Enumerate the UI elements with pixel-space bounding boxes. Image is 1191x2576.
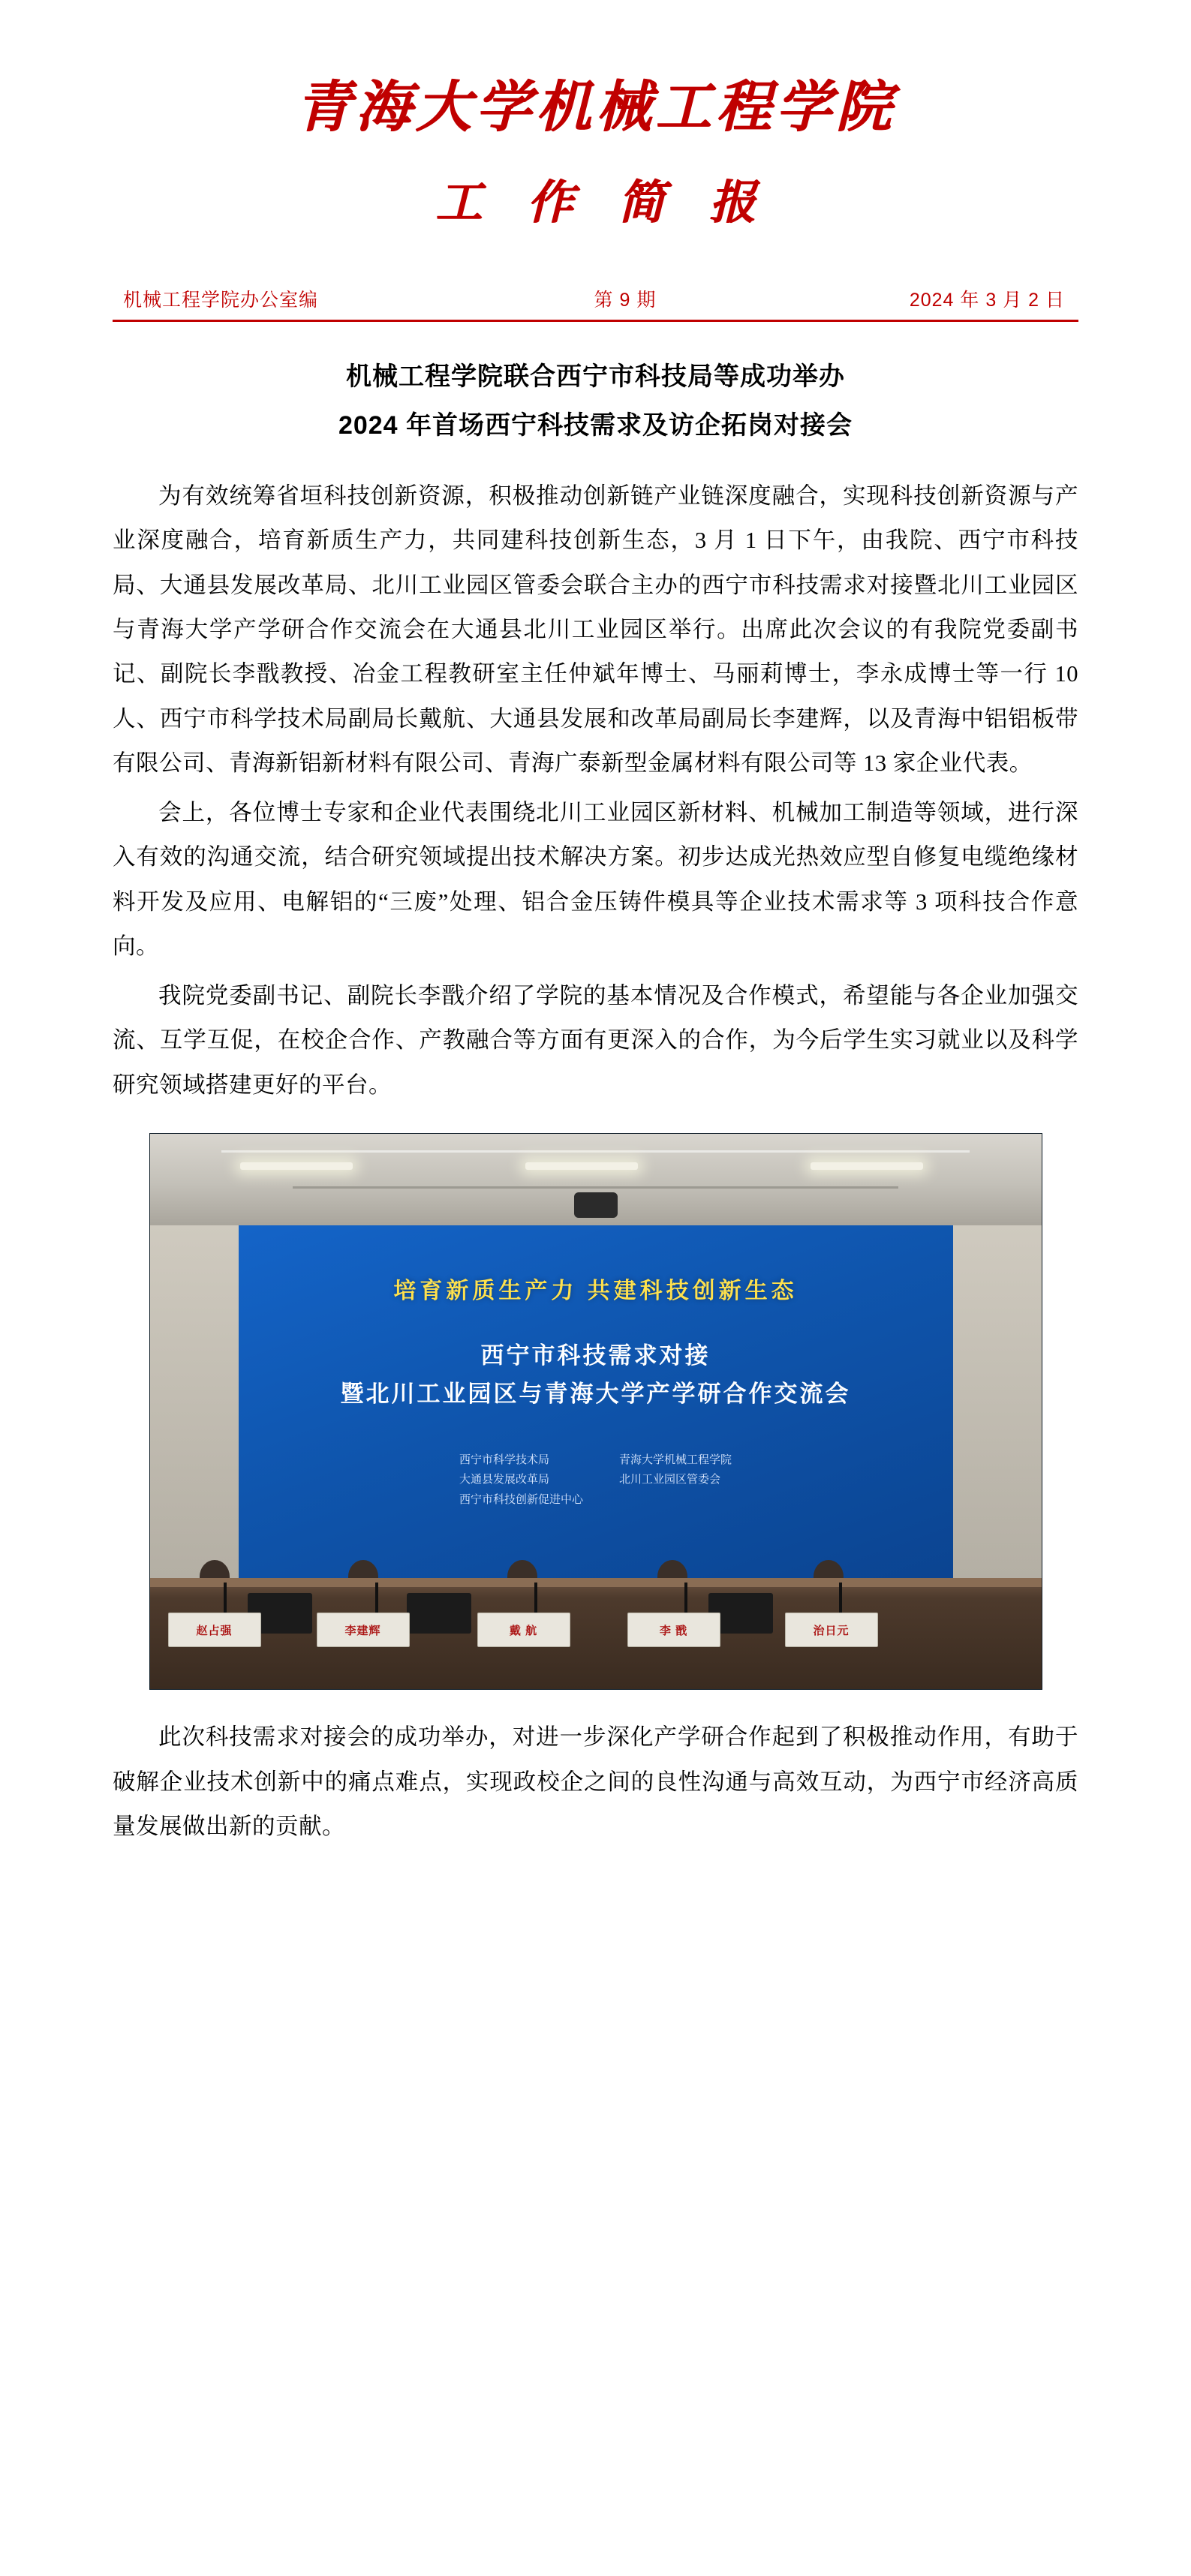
screen-organizers-right bbox=[619, 1450, 732, 1510]
meta-issue-number: 第 9 期 bbox=[594, 289, 657, 311]
meta-editor: 机械工程学院办公室编 bbox=[123, 289, 319, 311]
ceiling-light-icon bbox=[525, 1162, 638, 1170]
organizer-item: 西宁市科技创新促进中心 bbox=[459, 1492, 583, 1506]
photo-ceiling bbox=[150, 1134, 1042, 1225]
laptop-icon bbox=[407, 1593, 471, 1634]
photo-wall-left bbox=[150, 1225, 239, 1578]
organizer-item: 青海大学机械工程学院 bbox=[619, 1453, 732, 1467]
screen-main-title-line1: 西宁市科技需求对接 bbox=[480, 1342, 711, 1369]
headline-line-2: 2024 年首场西宁科技需求及访企拓岗对接会 bbox=[338, 411, 853, 440]
headline-line-1: 机械工程学院联合西宁市科技局等成功举办 bbox=[346, 362, 845, 391]
article-paragraph-4: 此次科技需求对接会的成功举办，对进一步深化产学研合作起到了积极推动作用，有助于破解企业技术创新中的痛点难点，实现政校企之间的良性沟通与高效互动，为西宁市经济高质量发展做出新的贡献。 bbox=[113, 1724, 1078, 1840]
microphone-icon bbox=[224, 1583, 227, 1613]
masthead bbox=[113, 78, 1078, 230]
masthead-title-line2: 工 作 简 报 bbox=[435, 178, 772, 230]
microphone-icon bbox=[839, 1583, 842, 1613]
projection-screen bbox=[239, 1225, 953, 1578]
organizer-item: 北川工业园区管委会 bbox=[619, 1473, 721, 1486]
organizer-item: 西宁市科学技术局 bbox=[459, 1453, 549, 1467]
nameplate: 李建辉 bbox=[317, 1613, 410, 1647]
article-body-after-photo bbox=[113, 1715, 1078, 1849]
meta-date: 2024 年 3 月 2 日 bbox=[909, 289, 1065, 311]
article-paragraph-1: 为有效统筹省垣科技创新资源，积极推动创新链产业链深度融合，实现科技创新资源与产业深度融合，培育新质生产力，共同建科技创新生态，3 月 1 日下午，由我院、西宁市科技局、大通县发展改革局、北川工业园区管委会联合主办的西宁市科技需求对接暨北川工业园区与青海大学产学研合作交流会在大通县北川工业园区举行。出席此次会议的有我院党委副书记、副院长李戬教授、冶金工程教研室主任仲斌年博士、马丽莉博士，李永成博士等一行 10 人、西宁市科学技术局副局长戴航、大通县发展和改革局副局长李建辉，以及青海中铝铝板带有限公司、青海新铝新材料有限公司、青海广泰新型金属材料有限公司等 13 家企业代表。 bbox=[113, 482, 1078, 777]
microphone-icon bbox=[375, 1583, 378, 1613]
masthead-title-line1: 青海大学机械工程学院 bbox=[295, 77, 896, 139]
microphone-icon bbox=[534, 1583, 537, 1613]
article-paragraph-2: 会上，各位博士专家和企业代表围绕北川工业园区新材料、机械加工制造等领域，进行深入有效的沟通交流，结合研究领域提出技术解决方案。初步达成光热效应型自修复电缆绝缘材料开发及应用、电解铝的“三废”处理、铝合金压铸件模具等企业技术需求等 3 项科技合作意向。 bbox=[113, 799, 1078, 960]
meeting-photo bbox=[149, 1133, 1042, 1690]
screen-slogan: 培育新质生产力 共建科技创新生态 bbox=[393, 1279, 798, 1304]
conference-table bbox=[150, 1578, 1042, 1689]
article-photo-container bbox=[113, 1133, 1078, 1690]
screen-main-title bbox=[239, 1336, 953, 1413]
article-paragraph-3: 我院党委副书记、副院长李戬介绍了学院的基本情况及合作模式，希望能与各企业加强交流、互学互促，在校企合作、产教融合等方面有更深入的合作，为今后学生实习就业以及科学研究领域搭建更好的平台。 bbox=[113, 982, 1078, 1098]
masthead-meta-row bbox=[113, 285, 1078, 322]
screen-organizer-list bbox=[239, 1450, 953, 1510]
ceiling-light-icon bbox=[240, 1162, 353, 1170]
projector-icon bbox=[574, 1192, 618, 1218]
photo-wall-right bbox=[953, 1225, 1042, 1578]
nameplate: 治日元 bbox=[785, 1613, 878, 1647]
screen-organizers-left bbox=[459, 1450, 583, 1510]
nameplate: 赵占强 bbox=[168, 1613, 261, 1647]
article-body bbox=[113, 474, 1078, 1108]
nameplate: 戴 航 bbox=[477, 1613, 570, 1647]
page-title bbox=[113, 355, 1078, 449]
nameplate: 李 戬 bbox=[627, 1613, 720, 1647]
screen-main-title-line2: 暨北川工业园区与青海大学产学研合作交流会 bbox=[340, 1381, 851, 1408]
microphone-icon bbox=[684, 1583, 687, 1613]
organizer-item: 大通县发展改革局 bbox=[459, 1473, 549, 1486]
ceiling-light-icon bbox=[811, 1162, 923, 1170]
